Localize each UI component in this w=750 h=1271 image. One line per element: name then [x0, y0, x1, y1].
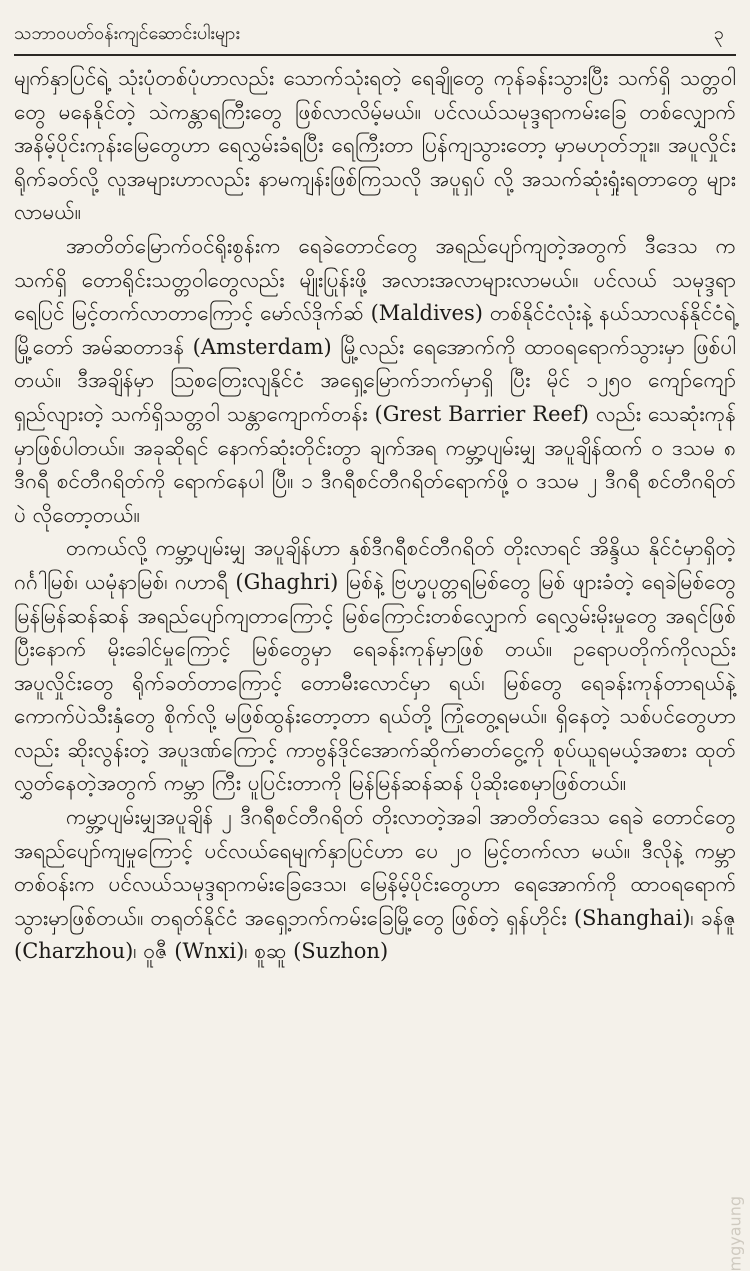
watermark: mgyaung [725, 1196, 744, 1271]
page-number: ၃ [713, 22, 724, 44]
running-title: သဘာဝပတ်ဝန်းကျင်ဆောင်းပါးများ [14, 22, 240, 44]
paragraph: မျက်နှာပြင်ရဲ့ သုံးပုံတစ်ပုံဟာလည်း သောက်သုံးရတဲ့ ရေချိုတွေ ကုန်ခန်းသွားပြီး သက်ရှိ သတ္တဝါတွေ မနေနိုင်တဲ့ သဲကန္တာရကြီးတွေ ဖြစ်လာလိမ့်မယ်။ ပင်လယ်သမုဒ္ဒရာကမ်းခြေ တစ်လျှောက် အနိမ့်ပိုင်းကုန်းမြေတွေဟာ ရေလွှမ်းခံရပြီး ရေကြီးတာ ပြန်ကျသွားတော့ မှာမဟုတ်ဘူး။ အပူလှိုင်းရိုက်ခတ်လို့ လူအများဟာလည်း နာမကျန်းဖြစ်ကြသလို အပူရှပ် လို့ အသက်ဆုံးရှုံးရတာတွေ များလာမယ်။ [14, 66, 736, 225]
paragraph: တကယ်လို့ ကမ္ဘာ့ပျမ်းမျှ အပူချိန်ဟာ နှစ်ဒီဂရီစင်တီဂရိတ် တိုးလာရင် အိန္ဒိယ နိုင်ငံမှာရှိတဲ့ ဂင်္ဂါမြစ်၊ ယမုံနာမြစ်၊ ဂဟာရီ (Ghaghri) မြစ်နဲ့ ဗြဟ္မပုတ္တရမြစ်တွေ မြစ် ဖျားခံတဲ့ ရေခဲမြစ်တွေ မြန်မြန်ဆန်ဆန် အရည်ပျော်ကျတာကြောင့် မြစ်ကြောင်းတစ်လျှောက် ရေလွှမ်းမိုးမှုတွေ အရင်ဖြစ်ပြီးနောက် မိုးခေါင်မှုကြောင့် မြစ်တွေမှာ ရေခန်းကုန်မှာဖြစ် တယ်။ ဥရောပတိုက်ကိုလည်း အပူလှိုင်းတွေ ရိုက်ခတ်တာကြောင့် တောမီးလောင်မှာ ရယ်၊ မြစ်တွေ ရေခန်းကုန်တာရယ်နဲ့ ကောက်ပဲသီးနှံတွေ စိုက်လို့ မဖြစ်ထွန်းတော့တာ ရယ်တို့ ကြုံတွေ့ရမယ်။ ရှိနေတဲ့ သစ်ပင်တွေဟာလည်း ဆိုးလွန်းတဲ့ အပူဒဏ်ကြောင့် ကာဗွန်ဒိုင်အောက်ဆိုက်ဓာတ်ငွေ့ကို စုပ်ယူရမယ့်အစား ထုတ်လွှတ်နေတဲ့အတွက် ကမ္ဘာ ကြီး ပူပြင်းတာကို မြန်မြန်ဆန်ဆန် ပိုဆိုးစေမှာဖြစ်တယ်။ [14, 536, 736, 796]
running-header [14, 16, 724, 52]
paragraph: အာတိတ်မြောက်ဝင်ရိုးစွန်းက ရေခဲတောင်တွေ အရည်ပျော်ကျတဲ့အတွက် ဒီဒေသ က သက်ရှိ တောရိုင်းသတ္တဝါတွေလည်း မျိုးပြုန်းဖို့ အလားအလာများလာမယ်။ ပင်လယ် သမုဒ္ဒရာရေပြင် မြင့်တက်လာတာကြောင့် မော်လ်ဒိုက်ဆ် (Maldives) တစ်နိုင်ငံလုံးနဲ့ နယ်သာလန်နိုင်ငံရဲ့ မြို့တော် အမ်ဆတာဒန် (Amsterdam) မြို့လည်း ရေအောက်ကို ထာဝရရောက်သွားမှာ ဖြစ်ပါတယ်။ ဒီအချိန်မှာ ဩစတြေးလျနိုင်ငံ အရှေ့မြောက်ဘက်မှာရှိ ပြီး မိုင် ၁၂၅၀ ကျော်ကျော် ရှည်လျားတဲ့ သက်ရှိသတ္တဝါ သန္တာကျောက်တန်း (Grest Barrier Reef) လည်း သေဆုံးကုန်မှာဖြစ်ပါတယ်။ အခုဆိုရင် နောက်ဆုံးတိုင်းတွာ ချက်အရ ကမ္ဘာ့ပျမ်းမျှ အပူချိန်ထက် ၀ ဒသမ ၈ ဒီဂရီ စင်တီဂရိတ်ကို ရောက်နေပါ ပြီ။ ၁ ဒီဂရီစင်တီဂရိတ်ရောက်ဖို့ ၀ ဒသမ ၂ ဒီဂရီ စင်တီဂရိတ်ပဲ လိုတော့တယ်။ [14, 233, 736, 527]
paragraph: ကမ္ဘာ့ပျမ်းမျှအပူချိန် ၂ ဒီဂရီစင်တီဂရိတ် တိုးလာတဲ့အခါ အာတိတ်ဒေသ ရေခဲ တောင်တွေ အရည်ပျော်ကျမှုကြောင့် ပင်လယ်ရေမျက်နှာပြင်ဟာ ပေ ၂၀ မြင့်တက်လာ မယ်။ ဒီလိုနဲ့ ကမ္ဘာတစ်ဝန်းက ပင်လယ်သမုဒ္ဒရာကမ်းခြေဒေသ၊ မြေနိမ့်ပိုင်းတွေဟာ ရေအောက်ကို ထာဝရရောက်သွားမှာဖြစ်တယ်။ တရုတ်နိုင်ငံ အရှေ့ဘက်ကမ်းခြေမြို့တွေ ဖြစ်တဲ့ ရှန်ဟိုင်း (Shanghai)၊ ခန်ဇူ (Charzhou)၊ ဝူဇီ (Wnxi)၊ စူဆူ (Suzhon) [14, 805, 736, 964]
header-rule [14, 54, 736, 56]
body-text [14, 62, 736, 969]
